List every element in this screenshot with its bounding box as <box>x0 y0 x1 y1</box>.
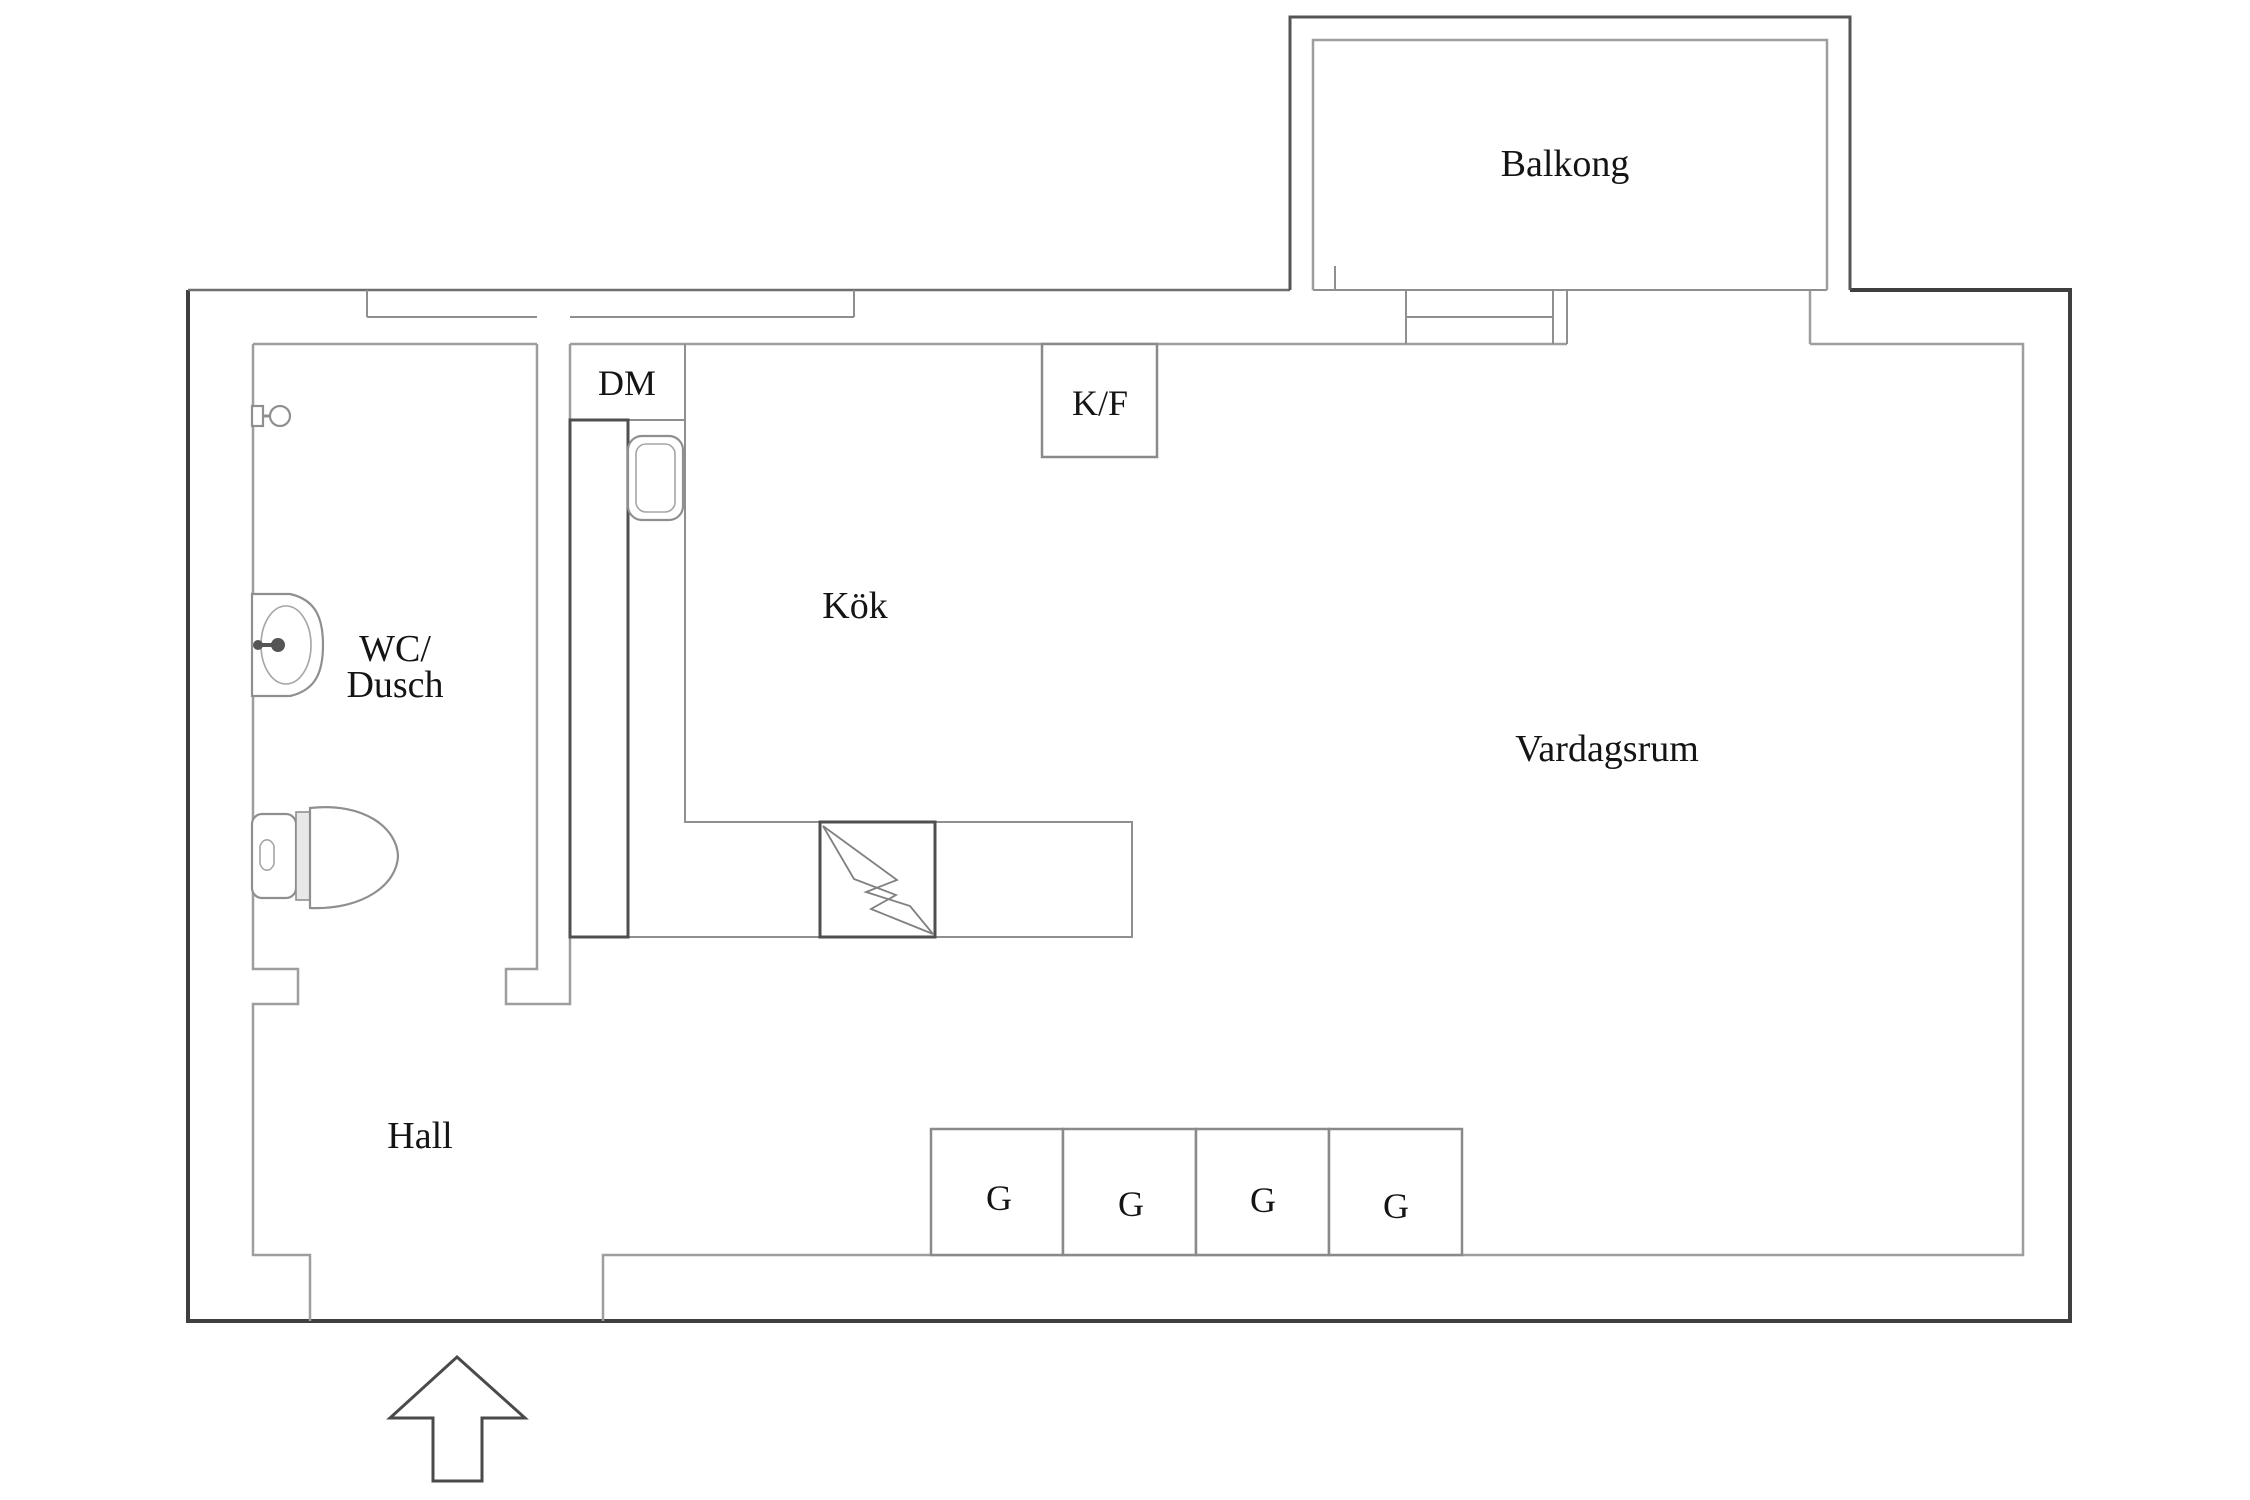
wardrobe-label-2: G <box>1118 1184 1144 1224</box>
fixture-label-dishwasher: DM <box>597 363 657 403</box>
room-label-bathroom-line1: WC/ <box>359 628 431 670</box>
wardrobe-label-3: G <box>1250 1180 1276 1220</box>
windows <box>367 266 1827 344</box>
room-label-hall: Hall <box>387 1115 453 1157</box>
kitchen-counter-run <box>570 420 628 937</box>
toilet-flush-button <box>260 840 274 870</box>
interior-wall <box>506 344 570 1004</box>
room-label-bathroom-line2: Dusch <box>346 664 444 706</box>
fridge-freezer <box>1042 344 1157 457</box>
kitchen-sink-icon <box>628 436 683 520</box>
washbasin-tap-knob <box>271 638 285 652</box>
washbasin-icon <box>252 594 323 696</box>
toilet-seat-hinge <box>296 812 310 900</box>
fixture-label-fridge-freezer: K/F <box>1071 383 1129 423</box>
wardrobes <box>931 1129 1462 1255</box>
stove-icon <box>820 822 935 937</box>
interior-wall-outline <box>506 344 570 1004</box>
kitchen <box>570 344 1157 937</box>
entrance <box>390 1357 525 1481</box>
balcony <box>1290 17 1850 290</box>
washbasin-tap-base <box>253 640 263 650</box>
wardrobe-label-4: G <box>1383 1186 1409 1226</box>
shower-mixer-icon <box>252 406 290 426</box>
living-room <box>1515 728 1699 770</box>
shower-mixer-plate <box>252 406 263 426</box>
room-label-balcony: Balkong <box>1500 143 1630 185</box>
room-label-living-room: Vardagsrum <box>1515 728 1699 770</box>
toilet-icon <box>252 807 398 908</box>
shower-mixer-knob <box>270 406 290 426</box>
kitchen-sink-basin <box>636 444 675 512</box>
entrance-arrow-icon <box>390 1357 525 1481</box>
room-label-kitchen: Kök <box>822 585 888 627</box>
wardrobe-label-1: G <box>986 1178 1012 1218</box>
bathroom <box>252 406 444 908</box>
toilet-bowl <box>310 807 398 908</box>
hall <box>387 1115 452 1157</box>
